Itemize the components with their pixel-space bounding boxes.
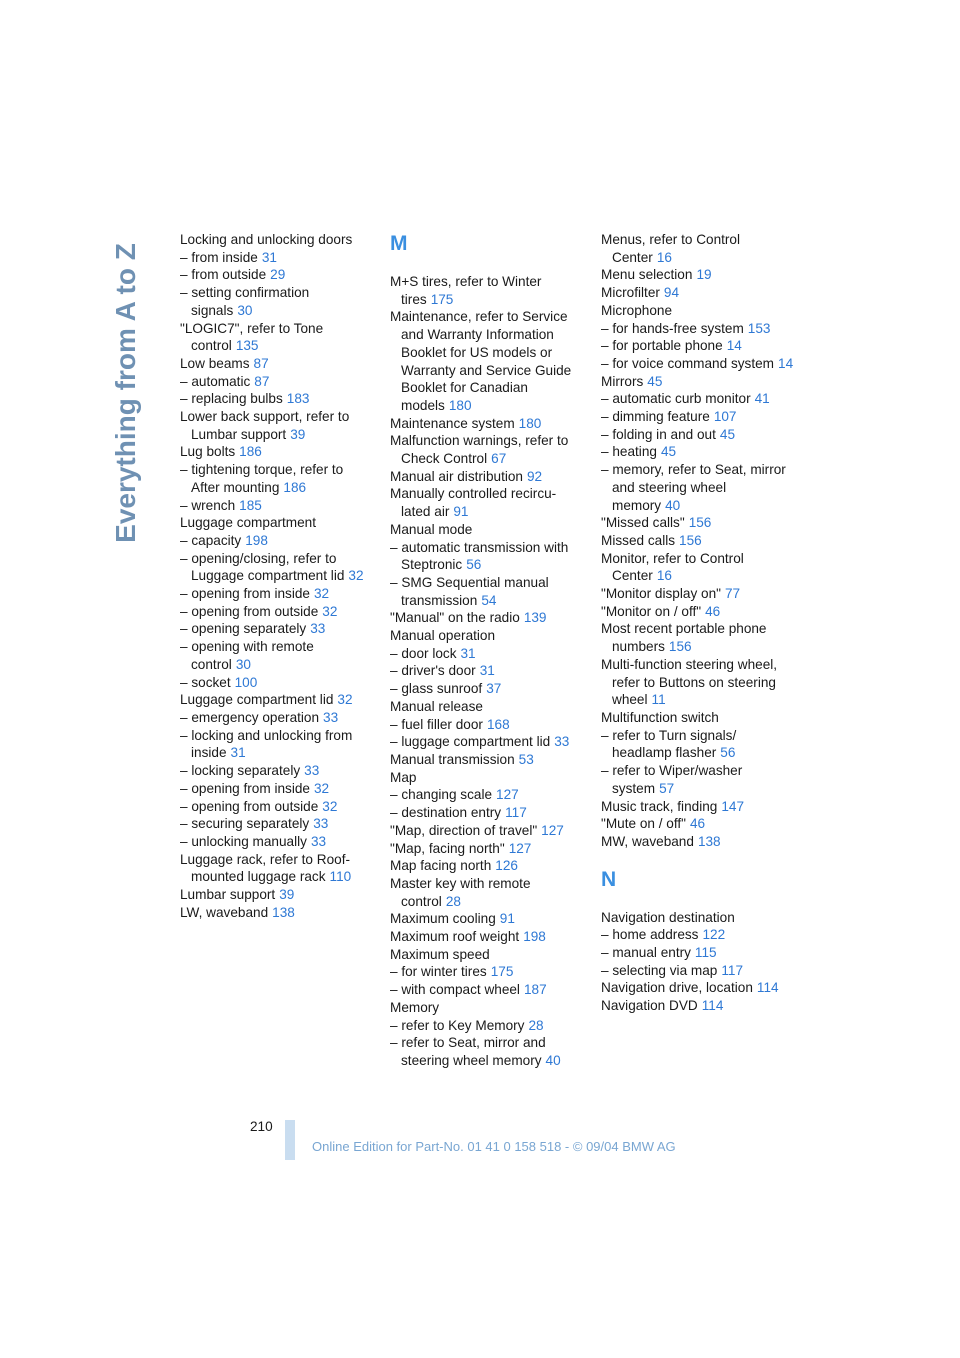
index-entry-text: – manual entry [601, 945, 691, 961]
index-entry [390, 1017, 582, 1035]
index-entry [390, 485, 582, 520]
index-entry-text: Monitor, refer to Control Center [601, 550, 744, 584]
index-entry-text: – for hands-free system [601, 320, 744, 336]
side-title-text: Everything from A to Z [110, 243, 141, 543]
page-reference-link[interactable]: 28 [528, 1017, 544, 1033]
index-entry [180, 886, 372, 904]
index-entry-text: – opening from inside [180, 780, 310, 796]
page-reference-link[interactable]: 33 [323, 709, 339, 725]
index-entry [390, 716, 582, 734]
index-entry [601, 550, 795, 585]
page-reference-link[interactable]: 147 [721, 798, 745, 814]
index-entry [601, 532, 795, 550]
page-reference-link[interactable]: 114 [701, 998, 724, 1014]
index-entry [601, 798, 795, 816]
page-reference-link[interactable]: 135 [235, 338, 259, 354]
index-entry-text: Microphone [601, 302, 673, 318]
page-reference-link[interactable]: 33 [304, 763, 320, 779]
index-entry-text: Menu selection [601, 267, 693, 283]
page-reference-link[interactable]: 45 [719, 426, 736, 442]
page-reference-link[interactable]: 39 [290, 426, 306, 442]
page-reference-link[interactable]: 19 [696, 267, 712, 283]
page-reference-link[interactable]: 175 [490, 964, 514, 980]
index-entry-text: M+S tires, refer to Winter tires [390, 274, 542, 307]
index-entry [390, 875, 582, 910]
index-entry [390, 981, 582, 999]
page-reference-link[interactable]: 91 [499, 911, 515, 927]
index-entry-text: Multifunction switch [601, 709, 719, 725]
page-reference-link[interactable]: 114 [756, 980, 779, 996]
page-reference-link[interactable]: 33 [313, 816, 329, 832]
page-reference-link[interactable]: 37 [486, 681, 502, 697]
index-entry-text: Most recent portable phone numbers [601, 621, 767, 655]
index-entry-text: – automatic [180, 373, 251, 389]
index-entry [390, 733, 582, 751]
page-reference-link[interactable]: 32 [313, 586, 330, 602]
index-entry-text: – changing scale [390, 787, 493, 803]
page-reference-link[interactable]: 180 [448, 397, 472, 413]
index-entry-text: Lower back support, refer to Lumbar support [180, 409, 350, 442]
page-reference-link[interactable]: 40 [545, 1052, 561, 1068]
index-entry [601, 979, 795, 997]
index-entry [180, 266, 372, 284]
index-entry-text: – luggage compartment lid [390, 734, 551, 750]
index-entry [180, 762, 372, 780]
index-entry [601, 944, 795, 962]
index-entry [390, 627, 582, 645]
index-entry [390, 273, 582, 308]
page-reference-link[interactable]: 53 [518, 751, 534, 767]
index-entry [390, 946, 582, 964]
index-entry-text: Map [390, 769, 417, 785]
index-entry-text: – opening separately [180, 621, 307, 637]
page-reference-link[interactable]: 100 [234, 674, 258, 690]
index-entry-text: – for winter tires [390, 964, 487, 980]
index-entry-text: Menus, refer to Control Center [601, 232, 741, 265]
index-entry-text: Manual operation [390, 628, 496, 644]
index-entry [390, 468, 582, 486]
index-entry [601, 962, 795, 980]
page-reference-link[interactable]: 56 [720, 745, 736, 761]
index-entry [390, 680, 582, 698]
page-reference-link[interactable]: 32 [337, 692, 353, 708]
index-entry-text: – driver's door [390, 663, 476, 679]
section-letter-n: N [601, 867, 617, 891]
page-reference-link[interactable]: 77 [724, 586, 741, 602]
index-entry [601, 656, 795, 709]
page-reference-link[interactable]: 16 [656, 568, 672, 584]
index-entry [180, 249, 372, 267]
index-entry [390, 928, 582, 946]
index-entry [601, 302, 795, 320]
index-entry [601, 461, 795, 514]
index-entry [390, 910, 582, 928]
page-reference-link[interactable]: 198 [523, 929, 546, 945]
index-entry [601, 320, 795, 338]
index-entry-text: – opening with remote control [180, 639, 314, 672]
index-entry [390, 786, 582, 804]
index-entry [601, 727, 795, 762]
index-column-3 [601, 231, 795, 1015]
index-entry [180, 497, 372, 515]
index-entry-text: – home address [601, 927, 699, 943]
index-entry [601, 390, 795, 408]
index-entry [601, 815, 795, 833]
index-entry-text: Maintenance system [390, 415, 515, 431]
index-list-m [390, 273, 582, 1070]
page-reference-link[interactable]: 32 [322, 798, 338, 814]
page-reference-link[interactable]: 31 [230, 745, 246, 761]
page-reference-link[interactable]: 14 [778, 355, 794, 371]
index-entry [601, 620, 795, 655]
index-entry [601, 762, 795, 797]
index-entry [390, 645, 582, 663]
index-entry [390, 769, 582, 787]
index-entry-text: Navigation DVD [601, 998, 698, 1014]
page-reference-link[interactable]: 31 [479, 663, 495, 679]
index-entry [390, 804, 582, 822]
index-entry-text: Lug bolts [180, 444, 236, 460]
index-entry-text: "Monitor display on" [601, 586, 721, 602]
page-reference-link[interactable]: 92 [526, 468, 543, 484]
page-reference-link[interactable]: 180 [518, 415, 542, 431]
index-entry [180, 373, 372, 391]
index-entry-text: – opening from outside [180, 603, 319, 619]
index-entry-text: – automatic transmission with Steptronic [390, 539, 569, 573]
page-reference-link[interactable]: 16 [656, 249, 672, 265]
index-entry-text: Locking and unlocking doors [180, 232, 353, 247]
page-reference-link[interactable]: 186 [283, 479, 307, 495]
index-entry-text: Maintenance, refer to Service and Warranty Information Booklet for US models or Warranty and Service Guide Booklet for Canadian models [390, 309, 572, 413]
footer-text: Online Edition for Part-No. 01 41 0 158 518 - © 09/04 BMW AG [312, 1139, 676, 1154]
index-entry-text: – for portable phone [601, 338, 723, 354]
index-entry [601, 443, 795, 461]
index-entry [601, 284, 795, 302]
index-entry [180, 461, 372, 496]
index-entry-text: Luggage compartment [180, 515, 317, 531]
page-reference-link[interactable]: 127 [508, 840, 532, 856]
index-entry [180, 904, 372, 922]
index-entry-text: – dimming feature [601, 409, 710, 425]
index-entry-text: LW, waveband [180, 904, 269, 920]
index-entry [601, 373, 795, 391]
index-entry-text: – opening from outside [180, 798, 319, 814]
page-reference-link[interactable]: 40 [665, 497, 681, 513]
index-entry-text: Mirrors [601, 373, 644, 389]
index-column-1 [180, 231, 372, 921]
index-entry [180, 550, 372, 585]
index-entry-text: Luggage rack, refer to Roof-mounted luggage rack [180, 851, 351, 885]
index-entry-text: – selecting via map [601, 962, 718, 978]
page-reference-link[interactable]: 39 [279, 887, 295, 903]
index-entry [601, 833, 795, 851]
index-entry-text: – for voice command system [601, 355, 775, 371]
page-reference-link[interactable]: 31 [261, 249, 277, 265]
index-entry [180, 638, 372, 673]
index-entry [390, 539, 582, 574]
index-entry-text: – fuel filler door [390, 716, 483, 732]
index-entry-text: Navigation drive, location [601, 980, 753, 996]
index-entry-text: – setting confirmation signals [180, 285, 310, 318]
index-entry-text: Manual air distribution [390, 468, 523, 484]
index-entry [390, 963, 582, 981]
page-reference-link[interactable]: 115 [694, 945, 717, 961]
page-number: 210 [250, 1119, 273, 1134]
index-entry-text: – from inside [180, 249, 258, 265]
index-entry-text: Maximum cooling [390, 911, 496, 927]
index-entry [390, 308, 582, 414]
index-column-2 [390, 231, 582, 1070]
index-entry [601, 603, 795, 621]
index-entry-text: – refer to Wiper/washer system [601, 763, 743, 796]
page-reference-link[interactable]: 30 [235, 656, 251, 672]
page-reference-link[interactable]: 46 [705, 603, 721, 619]
page-reference-link[interactable]: 156 [688, 515, 712, 531]
index-entry-text: Low beams [180, 355, 250, 371]
page-reference-link[interactable]: 156 [679, 532, 702, 548]
index-entry [180, 851, 372, 886]
page-reference-link[interactable]: 87 [253, 355, 269, 371]
index-entry-text: Manual transmission [390, 751, 515, 767]
page-reference-link[interactable]: 14 [726, 338, 742, 354]
index-entry-text: – locking separately [180, 763, 301, 779]
index-entry-text: Manually controlled recircu-lated air [390, 486, 557, 520]
index-entry-text: – capacity [180, 532, 242, 548]
page-reference-link[interactable]: 56 [466, 557, 482, 573]
index-entry [601, 426, 795, 444]
index-entry [180, 674, 372, 692]
page-reference-link[interactable]: 45 [660, 444, 677, 460]
index-entry [390, 609, 582, 627]
page-reference-link[interactable]: 32 [313, 780, 330, 796]
page-reference-link[interactable]: 30 [237, 302, 253, 318]
index-entry-text: "Manual" on the radio [390, 610, 520, 626]
index-entry [180, 709, 372, 727]
index-entry-text: Memory [390, 999, 440, 1015]
page-reference-link[interactable]: 117 [721, 962, 744, 978]
page-reference-link[interactable]: 127 [496, 787, 519, 803]
page-reference-link[interactable]: 31 [460, 645, 476, 661]
index-entry [180, 585, 372, 603]
index-entry [601, 997, 795, 1015]
index-entry-text: Malfunction warnings, refer to Check Control [390, 433, 569, 467]
page-reference-link[interactable]: 138 [272, 904, 295, 920]
page-reference-link[interactable]: 91 [453, 504, 469, 520]
index-entry-text: – door lock [390, 645, 457, 661]
index-entry-text: Multi-function steering wheel, refer to Buttons on steering wheel [601, 656, 778, 708]
page-reference-link[interactable]: 32 [322, 603, 338, 619]
page-reference-link[interactable]: 67 [491, 451, 507, 467]
index-entry [390, 1034, 582, 1069]
page-reference-link[interactable]: 127 [541, 822, 564, 838]
page-reference-link[interactable]: 153 [747, 320, 771, 336]
index-entry-text: MW, waveband [601, 833, 694, 849]
index-entry-text: Manual mode [390, 521, 473, 537]
index-entry [390, 521, 582, 539]
page-reference-link[interactable]: 126 [495, 858, 518, 874]
index-entry [390, 840, 582, 858]
index-entry-text: – refer to Key Memory [390, 1017, 525, 1033]
index-list-m-continued [601, 231, 795, 851]
index-entry-text: – socket [180, 674, 231, 690]
index-entry-text: Navigation destination [601, 909, 735, 925]
footer-bar [285, 1120, 295, 1160]
page-reference-link[interactable]: 33 [310, 833, 327, 849]
page-reference-link[interactable]: 87 [254, 373, 270, 389]
index-entry-text: "Map, facing north" [390, 840, 505, 856]
index-entry [180, 727, 372, 762]
index-entry [601, 266, 795, 284]
index-entry-text: – opening from inside [180, 586, 310, 602]
index-entry-text: – memory, refer to Seat, mirror and steering wheel memory [601, 462, 786, 513]
index-entry [180, 815, 372, 833]
index-entry-text: Microfilter [601, 285, 660, 301]
index-entry [180, 691, 372, 709]
index-entry-text: Manual release [390, 698, 483, 714]
index-entry [180, 355, 372, 373]
side-title [108, 228, 144, 558]
index-entry-text: – replacing bulbs [180, 391, 283, 407]
index-entry [601, 709, 795, 727]
index-entry-text: Lumbar support [180, 887, 276, 903]
page-reference-link[interactable]: 122 [702, 927, 726, 943]
index-entry [601, 514, 795, 532]
index-entry-text: – refer to Turn signals/ headlamp flasher [601, 727, 737, 761]
index-entry-text: Maximum speed [390, 946, 490, 962]
index-entry-text: Music track, finding [601, 798, 718, 814]
index-entry-text: Luggage compartment lid [180, 692, 334, 708]
page-reference-link[interactable]: 33 [310, 621, 326, 637]
index-entry-text: – glass sunroof [390, 681, 483, 697]
index-entry [390, 751, 582, 769]
index-entry [180, 320, 372, 355]
index-entry-text: – with compact wheel [390, 982, 520, 998]
index-entry-text: "Missed calls" [601, 515, 685, 531]
index-entry [390, 999, 582, 1017]
index-entry [601, 926, 795, 944]
index-entry-text: – tightening torque, refer to After mounting [180, 462, 344, 495]
index-entry-text: "Monitor on / off" [601, 603, 702, 619]
index-entry [180, 620, 372, 638]
index-entry-text: – unlocking manually [180, 833, 307, 849]
index-entry-text: – heating [601, 444, 657, 460]
index-entry [390, 432, 582, 467]
index-entry-text: "Map, direction of travel" [390, 822, 538, 838]
index-entry [390, 698, 582, 716]
page-reference-link[interactable]: 41 [754, 391, 770, 407]
page-reference-link[interactable]: 183 [286, 391, 310, 407]
page-reference-link[interactable]: 46 [689, 816, 706, 832]
page-reference-link[interactable]: 186 [239, 444, 262, 460]
page-reference-link[interactable]: 117 [505, 805, 527, 821]
index-entry-text: – opening/closing, refer to Luggage compartment lid [180, 550, 345, 584]
index-entry-text: – destination entry [390, 805, 502, 821]
page-reference-link[interactable]: 138 [697, 833, 721, 849]
index-entry [390, 574, 582, 609]
page-reference-link[interactable]: 11 [651, 692, 666, 708]
page-reference-link[interactable]: 185 [239, 497, 262, 513]
index-entry [180, 780, 372, 798]
page-reference-link[interactable]: 198 [245, 532, 268, 548]
index-entry-text: – SMG Sequential manual transmission [390, 574, 549, 608]
page-reference-link[interactable]: 32 [348, 568, 364, 584]
index-entry-text: – folding in and out [601, 426, 716, 442]
index-entry [390, 415, 582, 433]
index-entry [180, 231, 372, 249]
page-reference-link[interactable]: 29 [270, 267, 286, 283]
index-entry-text: Maximum roof weight [390, 929, 520, 945]
index-entry [390, 857, 582, 875]
index-entry-text: – securing separately [180, 816, 310, 832]
page-reference-link[interactable]: 94 [663, 285, 680, 301]
index-entry [601, 231, 795, 266]
index-entry [390, 822, 582, 840]
index-entry-text: "Mute on / off" [601, 816, 686, 832]
index-entry [180, 514, 372, 532]
index-entry-text: "LOGIC7", refer to Tone control [180, 320, 324, 354]
index-entry [180, 390, 372, 408]
page-reference-link[interactable]: 57 [659, 780, 675, 796]
page-reference-link[interactable]: 45 [647, 373, 663, 389]
index-entry [390, 662, 582, 680]
index-entry-text: Master key with remote control [390, 875, 531, 909]
index-entry [180, 603, 372, 621]
index-entry [601, 585, 795, 603]
index-entry [180, 833, 372, 851]
page-reference-link[interactable]: 156 [668, 639, 692, 655]
index-entry [601, 337, 795, 355]
index-entry [601, 355, 795, 373]
index-entry [180, 408, 372, 443]
index-entry-text: – wrench [180, 497, 236, 513]
index-entry [180, 284, 372, 319]
index-entry-text: Missed calls [601, 532, 676, 548]
page-reference-link[interactable]: 139 [523, 610, 547, 626]
index-entry-text: – from outside [180, 267, 267, 283]
section-letter-m: M [390, 232, 408, 255]
index-list-n [601, 909, 795, 1015]
index-entry [180, 443, 372, 461]
page-reference-link[interactable]: 168 [486, 716, 510, 732]
index-entry-text: – automatic curb monitor [601, 391, 751, 407]
page-reference-link[interactable]: 28 [445, 893, 461, 909]
index-entry [601, 909, 795, 927]
index-entry [180, 532, 372, 550]
index-entry-text: Map facing north [390, 858, 492, 874]
index-entry [601, 408, 795, 426]
page-reference-link[interactable]: 107 [713, 409, 737, 425]
index-entry-text: – refer to Seat, mirror and steering wheel memory [390, 1035, 546, 1068]
page-reference-link[interactable]: 175 [430, 291, 454, 307]
index-entry-text: – locking and unlocking from inside [180, 727, 353, 761]
page-reference-link[interactable]: 54 [481, 592, 497, 608]
page-reference-link[interactable]: 187 [523, 982, 547, 998]
page-reference-link[interactable]: 110 [329, 869, 352, 885]
index-entry [180, 798, 372, 816]
page-reference-link[interactable]: 33 [554, 734, 570, 750]
index-entry-text: – emergency operation [180, 709, 320, 725]
